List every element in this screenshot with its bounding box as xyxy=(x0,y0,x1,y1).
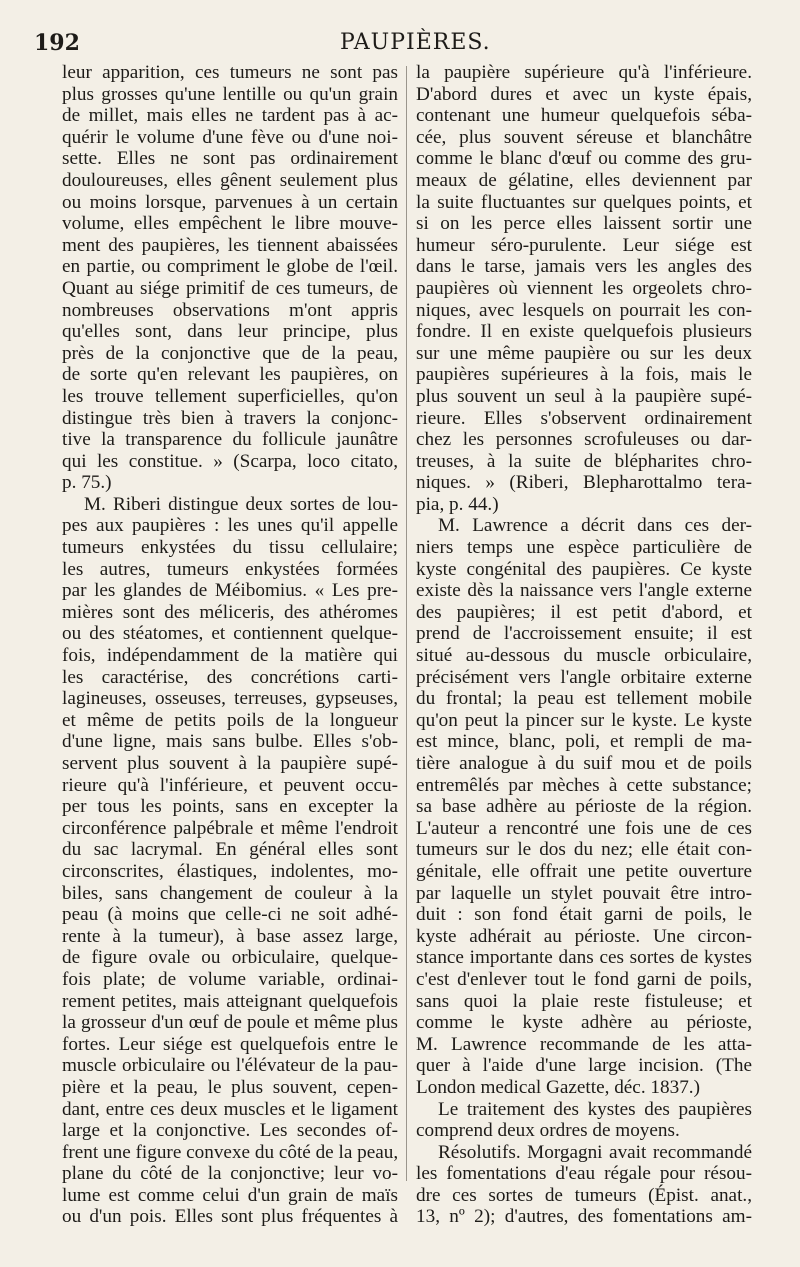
text-line: per tous les points, sans en excepter la xyxy=(62,796,398,818)
text-line: du frontal; la peau est tellement mobile xyxy=(416,688,752,710)
text-line: p. 75.) xyxy=(62,472,112,494)
text-line: rieure qu'à l'inférieure, et peuvent occu- xyxy=(62,774,398,796)
text-line: des paupières; il est petit d'abord, et xyxy=(416,601,752,623)
text-line: volume, elles empêchent le libre mouve- xyxy=(62,213,398,235)
text-line: les autres, tumeurs enkystées formées xyxy=(62,558,398,580)
text-line: douloureuses, elles gênent seulement plus xyxy=(62,169,398,191)
text-line: génitale, elle offrait une petite ouverture xyxy=(416,860,752,882)
text-line: la suite fluctuantes sur quelques points, et xyxy=(416,191,752,213)
text-line: plus souvent un seul à la paupière supé- xyxy=(416,385,752,407)
text-line: prend de l'accroissement ensuite; il est xyxy=(416,623,752,645)
text-line: London medical Gazette, déc. 1837.) xyxy=(416,1076,700,1098)
text-line: 13, nº 2); d'autres, des fomentations am- xyxy=(416,1206,752,1228)
text-line: nombreuses observations m'ont appris xyxy=(62,299,398,321)
text-line: kyste congénital des paupières. Ce kyste xyxy=(416,558,752,580)
page-header xyxy=(0,30,800,64)
running-title: PAUPIÈRES. xyxy=(340,30,491,55)
text-line: de sorte qu'en relevant les paupières, on xyxy=(62,364,398,386)
text-line: treuses, à la suite de blépharites chro- xyxy=(416,450,752,472)
text-line: rement petites, mais atteignant quelquefois xyxy=(62,990,398,1012)
text-line: lume est comme celui d'un grain de maïs xyxy=(62,1184,398,1206)
text-line: si on les perce elles laissent sortir une xyxy=(416,213,752,235)
text-line: la paupière supérieure qu'à l'inférieure. xyxy=(416,62,752,83)
text-line: kyste adhérait au périoste. Une circon- xyxy=(416,925,752,947)
text-line: paupières où viennent les orgeolets chro- xyxy=(416,277,752,299)
text-line: plus grosses qu'une lentille ou qu'un grain xyxy=(62,83,398,105)
text-line: quérir le volume d'une fève ou d'une noi- xyxy=(62,126,398,148)
text-line: de millet, mais elles ne tardent pas à ac- xyxy=(62,105,398,127)
text-line: paupières supérieures à la fois, mais le xyxy=(416,364,752,386)
text-line: ou d'un pois. Elles sont plus fréquentes à xyxy=(62,1206,398,1228)
text-line: sur une même paupière ou sur les deux xyxy=(416,342,752,364)
text-line: tumeurs sur le dos du nez; elle était con- xyxy=(416,839,752,861)
text-line: peau (à moins que celle-ci ne soit adhé- xyxy=(62,904,398,926)
text-line: du sac lacrymal. En général elles sont xyxy=(62,839,398,861)
text-line: L'auteur a rencontré une fois une de ces xyxy=(416,817,752,839)
text-line: contenant une humeur quelquefois séba- xyxy=(416,105,752,127)
text-line: plane du côté de la conjonctive; leur vo- xyxy=(62,1163,398,1185)
text-line: situé au-dessous du muscle orbiculaire, xyxy=(416,645,752,667)
text-line: existe dès la naissance vers l'angle externe xyxy=(416,580,752,602)
text-line: la grosseur d'un œuf de poule et même plus xyxy=(62,1012,398,1034)
text-line: d'une ligne, mais sans bulbe. Elles s'ob- xyxy=(62,731,398,753)
text-line: par laquelle un stylet pouvait être intro- xyxy=(416,882,752,904)
text-line: tière analogue à du suif mou et de poils xyxy=(416,753,752,774)
text-line: par les glandes de Méibomius. « Les pre- xyxy=(62,580,398,602)
text-line: comme le blanc d'œuf ou comme des gru- xyxy=(416,148,752,170)
text-line: M. Lawrence a décrit dans ces der- xyxy=(438,515,752,537)
text-line: pes aux paupières : les unes qu'il appelle xyxy=(62,515,398,537)
text-line: qu'elles sont, dans leur principe, plus xyxy=(62,321,398,343)
text-line: Le traitement des kystes des paupières xyxy=(438,1098,752,1120)
text-line: rieure. Elles s'observent ordinairement xyxy=(416,407,752,429)
text-line: fois, indépendamment de la matière qui xyxy=(62,645,398,667)
text-line: M. Lawrence recommande de les atta- xyxy=(416,1033,752,1055)
text-line: et même de petits poils de la longueur xyxy=(62,709,398,731)
text-line: en partie, ou compriment le globe de l'œil. xyxy=(62,256,398,278)
text-line: dans le tarse, jamais vers les angles des xyxy=(416,256,752,278)
text-line: stance importante dans ces sortes de kystes xyxy=(416,947,752,969)
text-line: c'est d'enlever tout le fond garni de poils, xyxy=(416,968,752,990)
text-line: sans quoi la plaie reste fistuleuse; et xyxy=(416,990,752,1012)
left-column xyxy=(62,62,398,1228)
page-number: 192 xyxy=(34,30,80,56)
text-line: de figure ovale ou orbiculaire, quelque- xyxy=(62,947,398,969)
text-line: fois plate; de volume variable, ordinai- xyxy=(62,968,398,990)
text-line: duit : son fond était garni de poils, le xyxy=(416,904,752,926)
text-line: rente à la tumeur), à base assez large, xyxy=(62,925,398,947)
column-divider xyxy=(406,66,407,1181)
text-line: ou moins lorsque, parvenues à un certain xyxy=(62,191,398,213)
text-line: sa base adhère au périoste de la région. xyxy=(416,796,752,818)
text-line: fondre. Il en existe quelquefois plusieurs xyxy=(416,321,752,343)
text-line: est mince, blanc, poli, et rempli de ma- xyxy=(416,731,752,753)
text-line: distingue très bien à travers la conjonc- xyxy=(62,407,398,429)
text-line: qu'on peut la pincer sur le kyste. Le kyste xyxy=(416,709,752,731)
text-line: D'abord dures et avec un kyste épais, xyxy=(416,83,752,105)
text-line: humeur séro-purulente. Leur siége est xyxy=(416,234,752,256)
text-line: meaux de gélatine, elles deviennent par xyxy=(416,169,752,191)
text-line: Quant au siége primitif de ces tumeurs, de xyxy=(62,277,398,299)
text-line: niques. » (Riberi, Blepharottalmo tera- xyxy=(416,472,752,494)
text-line: circonférence palpébrale et même l'endroit xyxy=(62,817,398,839)
text-line: lagineuses, osseuses, terreuses, gypseuses, xyxy=(62,688,398,710)
text-line: biles, sans changement de couleur à la xyxy=(62,882,398,904)
text-line: qui les constitue. » (Scarpa, loco citato, xyxy=(62,450,398,472)
text-line: Résolutifs. Morgagni avait recommandé xyxy=(438,1141,752,1163)
text-line: pia, p. 44.) xyxy=(416,493,499,515)
text-line: mières sont des méliceris, des athéromes xyxy=(62,601,398,623)
text-line: frent une figure convexe du côté de la peau, xyxy=(62,1141,399,1163)
right-column xyxy=(416,62,752,1228)
text-line: quer à l'aide d'une large incision. (The xyxy=(416,1055,752,1077)
text-line: comprend deux ordres de moyens. xyxy=(416,1120,680,1142)
text-line: fortes. Leur siége est quelquefois entre le xyxy=(62,1033,398,1055)
text-line: précisément vers l'angle orbitaire externe xyxy=(416,666,752,688)
text-line: tive la transparence du follicule jaunâtre xyxy=(62,429,398,451)
text-line: circonscrites, élastiques, indolentes, mo- xyxy=(62,860,398,882)
text-line: cée, plus souvent séreuse et blanchâtre xyxy=(416,126,752,148)
text-line: M. Riberi distingue deux sortes de lou- xyxy=(84,493,398,515)
text-line: les caractérise, des concrétions carti- xyxy=(62,666,398,688)
text-line: large et la conjonctive. Les secondes of- xyxy=(62,1120,398,1142)
text-line: près de la conjonctive que de la peau, xyxy=(62,342,398,364)
text-line: chez les personnes scrofuleuses ou dar- xyxy=(416,429,752,451)
text-line: les trouve tellement superficielles, qu'on xyxy=(62,385,398,407)
text-line: leur apparition, ces tumeurs ne sont pas xyxy=(62,62,398,83)
text-line: pière et la peau, le plus souvent, cepen- xyxy=(62,1076,398,1098)
text-line: servent plus souvent à la paupière supé- xyxy=(62,753,398,774)
text-line: niers temps une espèce particulière de xyxy=(416,537,752,559)
text-line: muscle orbiculaire ou l'élévateur de la pau- xyxy=(62,1055,398,1077)
text-line: tumeurs enkystées du tissu cellulaire; xyxy=(62,537,398,559)
text-line: les fomentations d'eau régale pour résou- xyxy=(416,1163,752,1185)
text-line: entremêlés par mèches à cette substance; xyxy=(416,774,752,796)
text-line: dre ces sortes de tumeurs (Épist. anat., xyxy=(416,1184,752,1206)
text-line: ou des stéatomes, et contiennent quelque- xyxy=(62,623,398,645)
text-line: sette. Elles ne sont pas ordinairement xyxy=(62,148,398,170)
text-line: comme le kyste adhère au périoste, xyxy=(416,1012,752,1034)
text-line: niques, avec lesquels on pourrait les con- xyxy=(416,299,752,321)
text-line: dant, entre ces deux muscles et le ligament xyxy=(62,1098,398,1120)
text-line: ment des paupières, les tiennent abaissées xyxy=(62,234,398,256)
